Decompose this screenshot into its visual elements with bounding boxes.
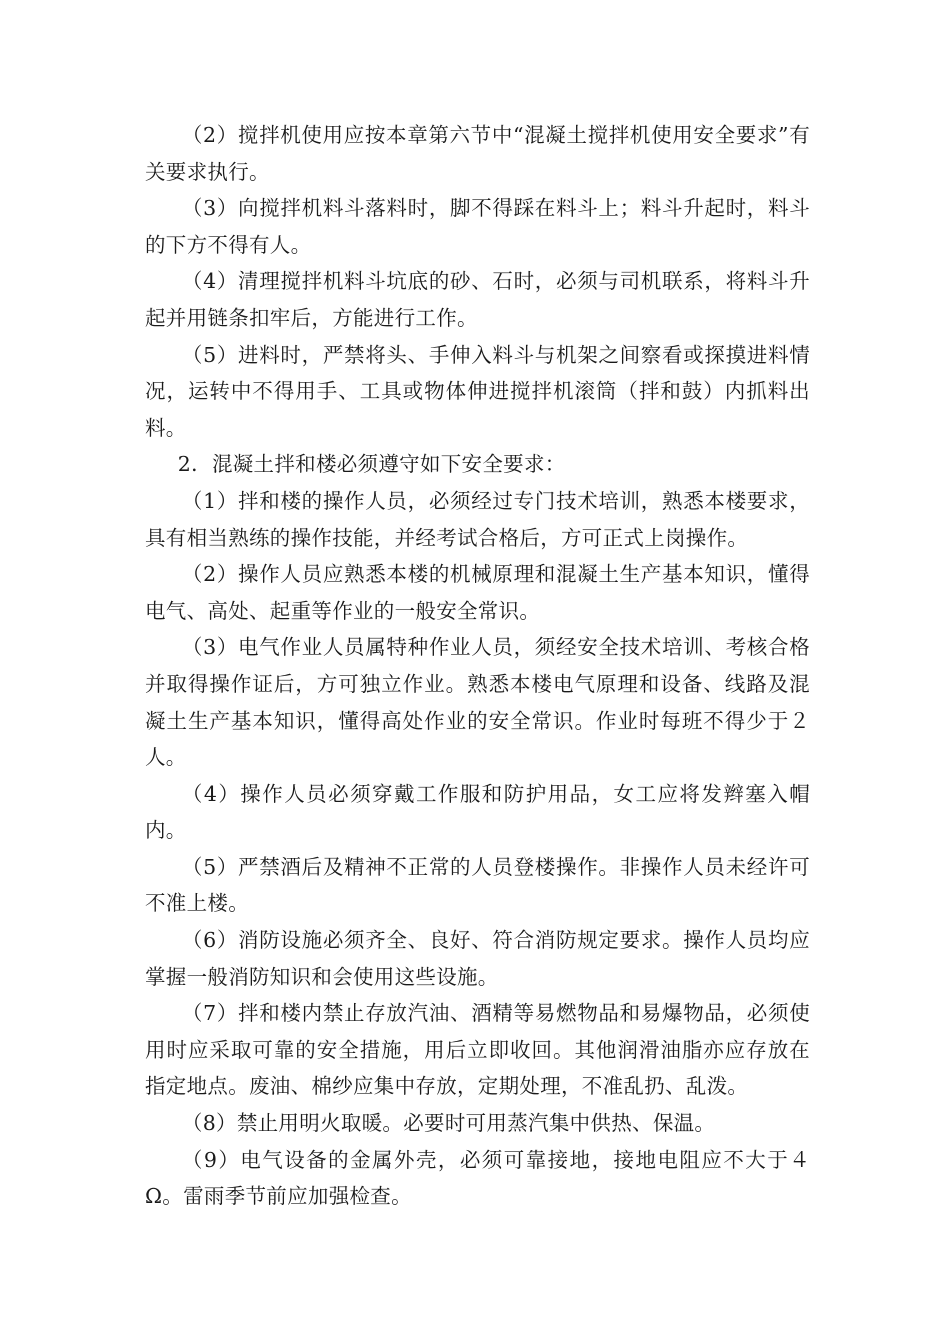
paragraph-fire-facilities: （6）消防设施必须齐全、良好、符合消防规定要求。操作人员均应掌握一般消防知识和会使用这些设施。	[145, 928, 810, 989]
paragraph-mixer-usage: （2）搅拌机使用应按本章第六节中“混凝土搅拌机使用安全要求”有关要求执行。	[145, 123, 810, 184]
document-body	[145, 117, 810, 1215]
paragraph-hopper-loading: （3）向搅拌机料斗落料时，脚不得踩在料斗上；料斗升起时，料斗的下方不得有人。	[145, 196, 810, 257]
section-heading-mixing-plant: 2．混凝土拌和楼必须遵守如下安全要求：	[177, 452, 566, 477]
paragraph-no-open-fire: （8）禁止用明火取暖。必要时可用蒸汽集中供热、保温。	[181, 1111, 716, 1136]
paragraph-grounding: （9）电气设备的金属外壳，必须可靠接地，接地电阻应不大于４Ω。雷雨季节前应加强检查。	[145, 1147, 810, 1209]
paragraph-operator-training: （1）拌和楼的操作人员，必须经过专门技术培训，熟悉本楼要求，具有相当熟练的操作技能，并经考试合格后，方可正式上岗操作。	[145, 488, 810, 550]
paragraph-electrical-staff: （3）电气作业人员属特种作业人员，须经安全技术培训、考核合格并取得操作证后，方可独立作业。熟悉本楼电气原理和设备、线路及混凝土生产基本知识，懂得高处作业的安全常识。作业时每班不得少于２人。	[145, 635, 810, 770]
paragraph-protective-gear: （4）操作人员必须穿戴工作服和防护用品，女工应将发辫塞入帽内。	[145, 781, 810, 843]
paragraph-hopper-cleaning: （4）清理搅拌机料斗坑底的砂、石时，必须与司机联系，将料斗升起并用链条扣牢后，方能进行工作。	[145, 269, 810, 330]
paragraph-flammables: （7）拌和楼内禁止存放汽油、酒精等易燃物品和易爆物品，必须使用时应采取可靠的安全措施，用后立即收回。其他润滑油脂亦应存放在指定地点。废油、棉纱应集中存放，定期处理，不准乱扔、乱泼。	[145, 1001, 810, 1099]
paragraph-no-alcohol: （5）严禁酒后及精神不正常的人员登楼操作。非操作人员未经许可不准上楼。	[145, 854, 810, 916]
paragraph-feeding-prohibition: （5）进料时，严禁将头、手伸入料斗与机架之间察看或探摸进料情况，运转中不得用手、工具或物体伸进搅拌机滚筒（拌和鼓）内抓料出料。	[145, 342, 810, 440]
paragraph-operator-knowledge: （2）操作人员应熟悉本楼的机械原理和混凝土生产基本知识，懂得电气、高处、起重等作业的一般安全常识。	[145, 562, 810, 623]
